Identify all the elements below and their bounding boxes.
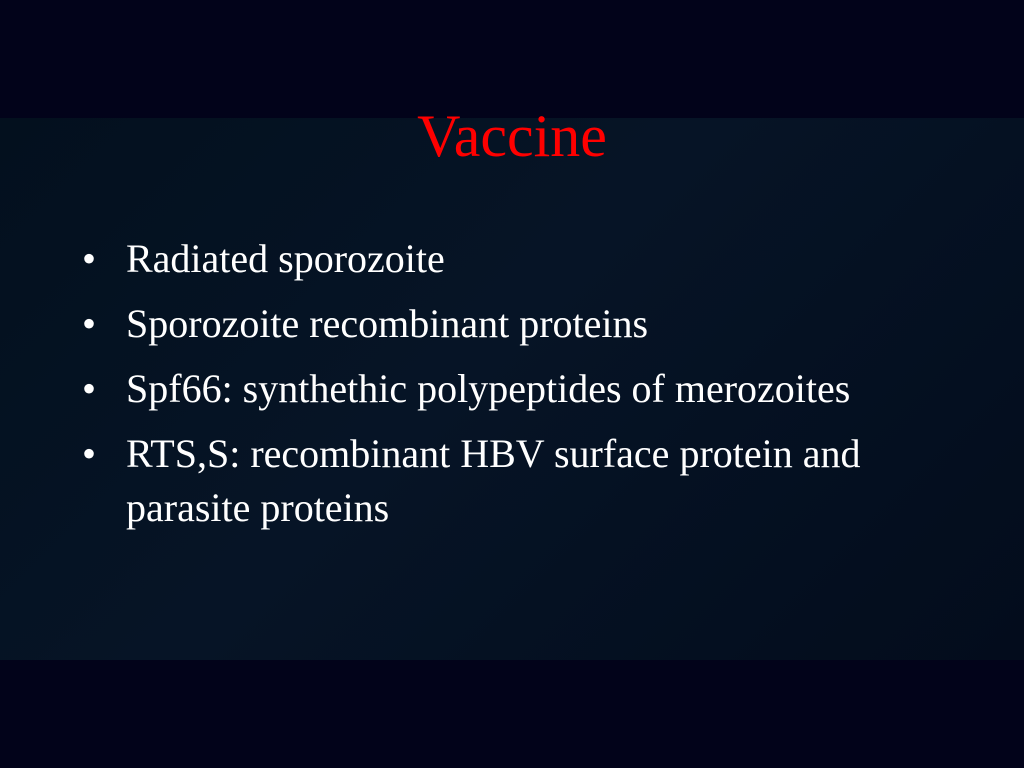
bullet-text: RTS,S: recombinant HBV surface protein and parasite proteins (126, 431, 861, 530)
bullet-text: Spf66: synthethic polypeptides of merozoites (126, 366, 851, 411)
bullet-item (82, 232, 942, 286)
bullet-text: Sporozoite recombinant proteins (126, 301, 649, 346)
bullet-dot-icon: • (82, 431, 97, 476)
bullet-dot-icon: • (82, 236, 97, 281)
bullet-list (82, 232, 942, 546)
bullet-dot-icon: • (82, 301, 97, 346)
bullet-text: Radiated sporozoite (126, 236, 445, 281)
bullet-item (82, 362, 942, 416)
bullet-item (82, 427, 942, 535)
bullet-item (82, 297, 942, 351)
bullet-dot-icon: • (82, 366, 97, 411)
slide-title: Vaccine (417, 103, 607, 169)
